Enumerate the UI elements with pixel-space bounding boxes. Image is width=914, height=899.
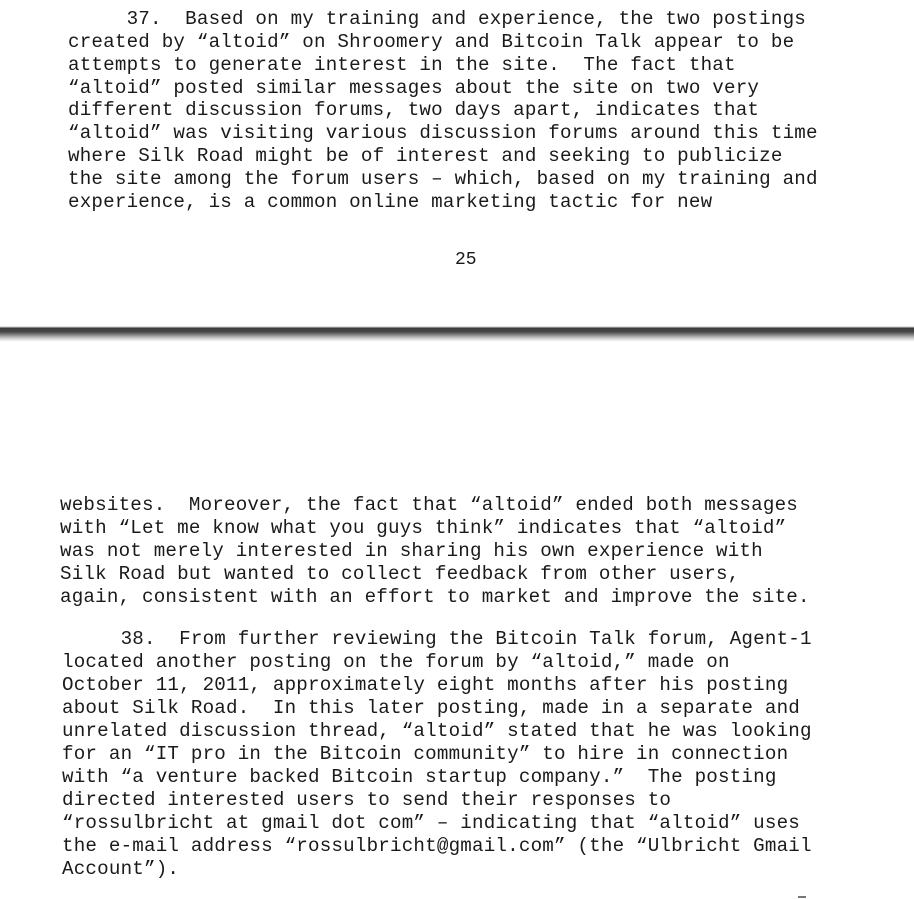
paragraph-38-line: located another posting on the forum by “altoid,” made on [62,651,730,673]
paragraph-38-line: “rossulbricht at gmail dot com” – indicating that “altoid” uses [62,812,801,834]
paragraph-37-line: the site among the forum users – which, based on my training and [68,168,818,190]
paragraph-37-line: “altoid” was visiting various discussion forums around this time [68,122,818,144]
paragraph-38-line: unrelated discussion thread, “altoid” stated that he was looking [62,720,812,742]
paragraph-38-line: 38. From further reviewing the Bitcoin Talk forum, Agent-1 [62,628,812,650]
continuation-line: websites. Moreover, the fact that “altoid” ended both messages [60,494,799,516]
paragraph-38-line: for an “IT pro in the Bitcoin community” to hire in connection [62,743,789,765]
paragraph-38-line: directed interested users to send their responses to [62,789,672,811]
paragraph-37-line: different discussion forums, two days apart, indicates that [68,99,760,121]
paragraph-37-line: created by “altoid” on Shroomery and Bitcoin Talk appear to be [68,31,795,53]
page-25 [0,0,914,328]
paragraph-37-line: where Silk Road might be of interest and seeking to publicize [68,145,783,167]
paragraph-38-line: with “a venture backed Bitcoin startup company.” The posting [62,766,777,788]
paragraph-37-line: attempts to generate interest in the site. The fact that [68,54,736,76]
page-26 [0,342,914,899]
continuation-line: was not merely interested in sharing his own experience with [60,540,763,562]
paragraph-37-line: “altoid” posted similar messages about the site on two very [68,77,760,99]
paragraph-37-line: experience, is a common online marketing tactic for new [68,191,713,213]
paragraph-38-line: Account”). [62,858,180,880]
page-number: 25 [455,250,477,270]
continuation-line: again, consistent with an effort to market and improve the site. [60,586,810,608]
continuation-line: with “Let me know what you guys think” indicates that “altoid” [60,517,787,539]
page-break-divider [0,326,914,342]
paragraph-38-line: October 11, 2011, approximately eight months after his posting [62,674,789,696]
paragraph-38-line: about Silk Road. In this later posting, made in a separate and [62,697,801,719]
continuation-line: Silk Road but wanted to collect feedback from other users, [60,563,740,585]
paragraph-37-line: 37. Based on my training and experience, the two postings [68,8,807,30]
paragraph-38-line: the e-mail address “rossulbricht@gmail.com” (the “Ulbricht Gmail [62,835,812,857]
scan-artifact-mark [798,896,806,898]
